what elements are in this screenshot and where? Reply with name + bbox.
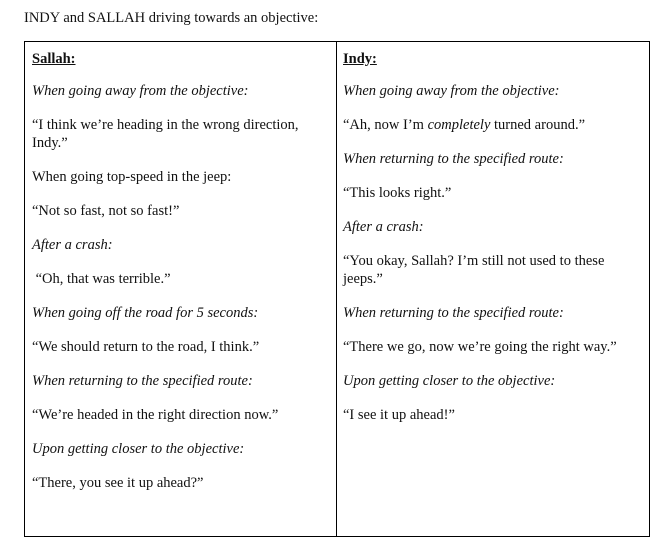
dialogue-table <box>24 41 650 537</box>
quote-line: “You okay, Sallah? I’m still not used to these jeeps.” <box>343 253 605 287</box>
column-title-indy: Indy: <box>343 51 377 67</box>
column-title-sallah: Sallah: <box>32 51 76 67</box>
column-indy <box>337 42 649 536</box>
cue-line: Upon getting closer to the objective: <box>32 441 245 457</box>
quote-line: “We’re headed in the right direction now.” <box>32 407 279 423</box>
cue-line: When returning to the specified route: <box>343 151 564 167</box>
quote-line: “This looks right.” <box>343 185 452 201</box>
cue-line: When going away from the objective: <box>343 83 560 99</box>
cue-line: When going top-speed in the jeep: <box>32 169 232 185</box>
quote-text: “Ah, now I’m <box>343 117 428 133</box>
quote-line <box>343 116 643 134</box>
cue-line: After a crash: <box>32 237 113 253</box>
quote-line: “Not so fast, not so fast!” <box>32 203 180 219</box>
document-heading: INDY and SALLAH driving towards an objective: <box>24 10 319 26</box>
emphasis-text: completely <box>427 117 491 133</box>
quote-line: “There we go, now we’re going the right way.” <box>343 339 617 355</box>
cue-line: After a crash: <box>343 219 424 235</box>
cue-line: Upon getting closer to the objective: <box>343 373 556 389</box>
quote-line: “There, you see it up ahead?” <box>32 475 204 491</box>
quote-line: “Oh, that was terrible.” <box>32 271 171 287</box>
quote-line: “We should return to the road, I think.” <box>32 339 260 355</box>
quote-line: “I see it up ahead!” <box>343 407 455 423</box>
quote-line: “I think we’re heading in the wrong direction, Indy.” <box>32 117 299 151</box>
column-sallah <box>25 42 337 536</box>
cue-line: When going away from the objective: <box>32 83 249 99</box>
cue-line: When going off the road for 5 seconds: <box>32 305 259 321</box>
cue-line: When returning to the specified route: <box>32 373 253 389</box>
quote-text: turned around.” <box>490 117 586 133</box>
cue-line: When returning to the specified route: <box>343 305 564 321</box>
